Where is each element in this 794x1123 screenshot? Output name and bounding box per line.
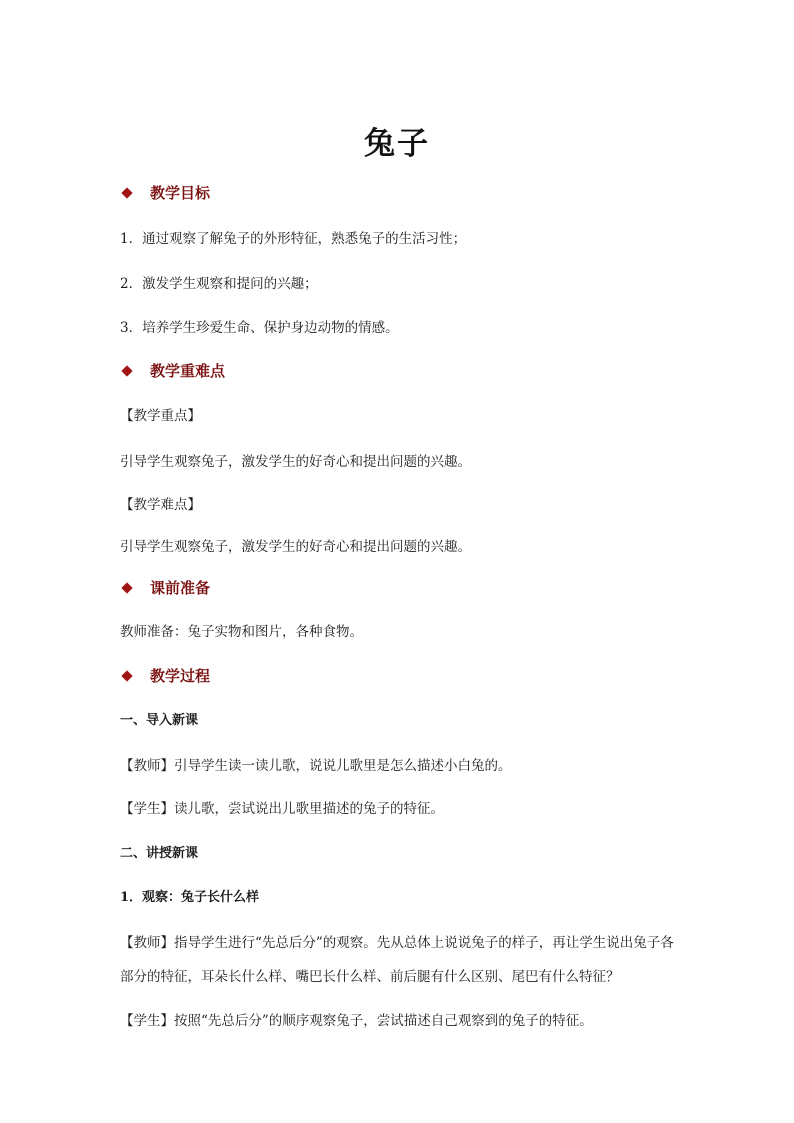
section-heading-process (120, 665, 680, 687)
diamond-bullet-icon (121, 582, 132, 593)
section-heading-goals (120, 182, 680, 204)
part1-student: 【学生】读儿歌，尝试说出儿歌里描述的兔子的特征。 (120, 801, 444, 817)
section-heading-label: 教学重难点 (150, 362, 226, 380)
diamond-bullet-icon (121, 365, 132, 376)
preparation-text: 教师准备：兔子实物和图片，各种食物。 (120, 624, 363, 640)
goal-item-1: 1．通过观察了解兔子的外形特征，熟悉兔子的生活习性； (120, 231, 467, 247)
section-heading-label: 教学目标 (150, 184, 211, 202)
section-heading-key-points (120, 360, 680, 382)
step1-teacher: 【教师】指导学生进行“先总后分”的观察。先从总体上说说兔子的样子，再让学生说出兔子各部分的特征，耳朵长什么样、嘴巴长什么样、前后腿有什么区别、尾巴有什么特征？ (120, 935, 674, 985)
document-title: 兔子 (364, 126, 430, 162)
part1-title: 一、导入新课 (120, 713, 199, 728)
focus-text: 引导学生观察兔子，激发学生的好奇心和提出问题的兴趣。 (120, 454, 471, 470)
part2-title: 二、讲授新课 (120, 846, 199, 861)
section-heading-preparation (120, 577, 680, 599)
focus-label: 【教学重点】 (120, 408, 201, 424)
part1-teacher: 【教师】引导学生读一读儿歌，说说儿歌里是怎么描述小白兔的。 (120, 758, 512, 774)
goal-item-3: 3．培养学生珍爱生命、保护身边动物的情感。 (120, 320, 399, 336)
section-heading-label: 课前准备 (150, 579, 211, 597)
difficulty-label: 【教学难点】 (120, 497, 201, 513)
diamond-bullet-icon (121, 187, 132, 198)
diamond-bullet-icon (121, 670, 132, 681)
goal-item-2: 2．激发学生观察和提问的兴趣； (120, 276, 318, 292)
section-heading-label: 教学过程 (150, 667, 211, 685)
step1-title: 1．观察：兔子长什么样 (120, 890, 260, 905)
step1-student: 【学生】按照“先总后分”的顺序观察兔子，尝试描述自己观察到的兔子的特征。 (120, 1013, 593, 1029)
difficulty-text: 引导学生观察兔子，激发学生的好奇心和提出问题的兴趣。 (120, 539, 471, 555)
